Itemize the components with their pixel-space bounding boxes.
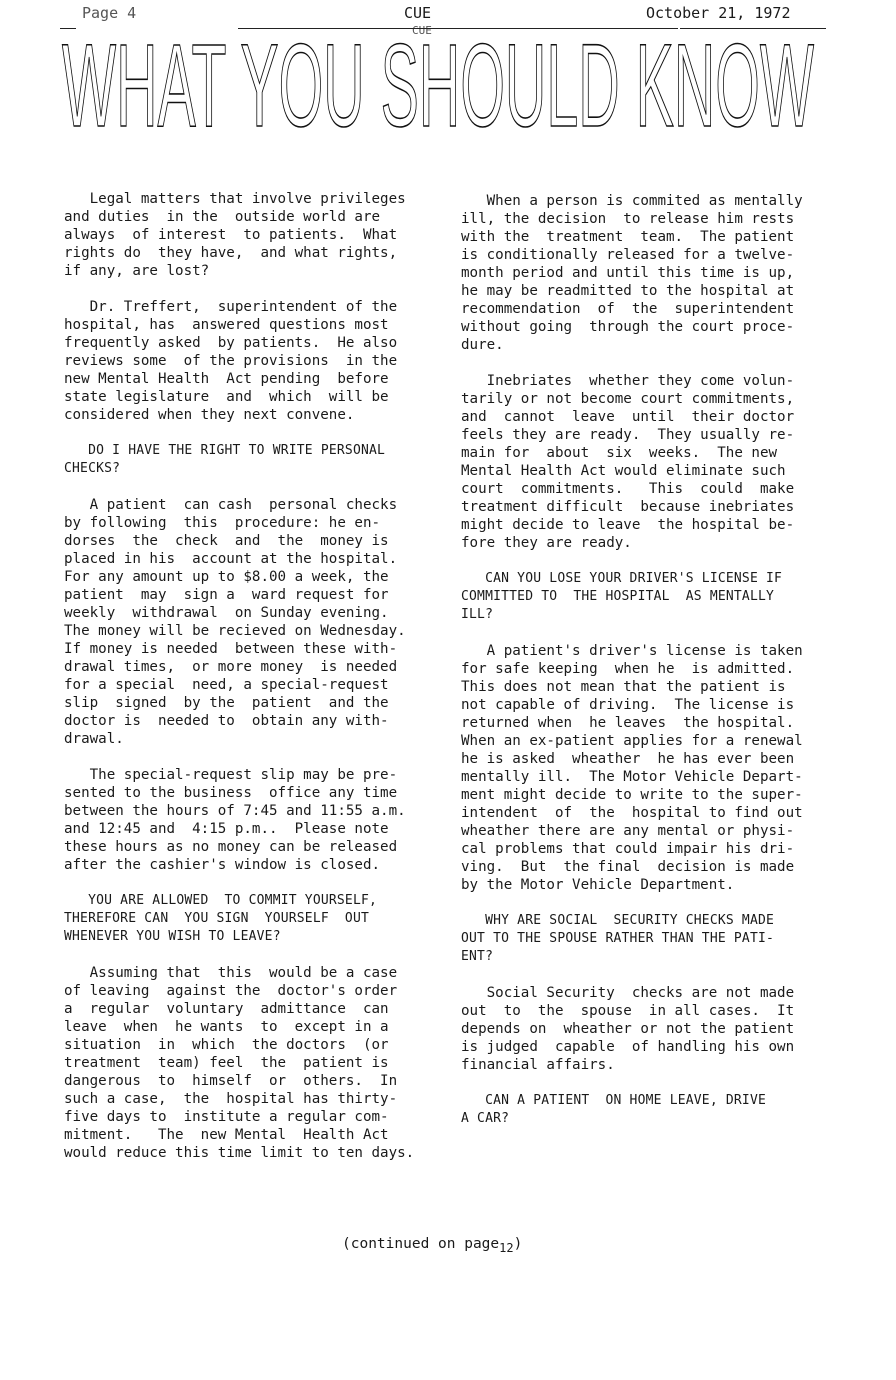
text-line: ment might decide to write to the super- <box>461 787 803 803</box>
question-heading <box>64 442 444 478</box>
text-line: fore they are ready. <box>461 535 632 551</box>
text-line: WHENEVER YOU WISH TO LEAVE? <box>64 929 281 944</box>
page-number-label: Page 4 <box>82 4 137 22</box>
text-line: For any amount up to $8.00 a week, the <box>64 569 389 585</box>
text-line: reviews some of the provisions in the <box>64 353 398 369</box>
text-line: is judged capable of handling his own <box>461 1039 795 1055</box>
paragraph <box>461 984 841 1074</box>
text-line: cal problems that could impair his dri- <box>461 841 795 857</box>
text-line: if any, are lost? <box>64 263 210 279</box>
text-line: COMMITTED TO THE HOSPITAL AS MENTALLY <box>461 589 775 604</box>
paragraph <box>64 298 444 424</box>
text-line: Social Security checks are not made <box>461 985 795 1001</box>
text-line: financial affairs. <box>461 1057 615 1073</box>
paragraph <box>461 192 841 354</box>
text-line: CAN YOU LOSE YOUR DRIVER'S LICENSE IF <box>461 571 783 586</box>
text-line: patient may sign a ward request for <box>64 587 389 603</box>
text-line: after the cashier's window is closed. <box>64 857 381 873</box>
text-line: out to the spouse in all cases. It <box>461 1003 795 1019</box>
text-line: When an ex-patient applies for a renewal <box>461 733 803 749</box>
text-line: OUT TO THE SPOUSE RATHER THAN THE PATI- <box>461 931 775 946</box>
text-line: dure. <box>461 337 504 353</box>
text-line: ving. But the final decision is made <box>461 859 795 875</box>
text-line: returned when he leaves the hospital. <box>461 715 795 731</box>
text-line: by the Motor Vehicle Department. <box>461 877 735 893</box>
header-rule-right <box>680 28 826 29</box>
text-line: for safe keeping when he is admitted. <box>461 661 795 677</box>
text-line: Assuming that this would be a case <box>64 965 398 981</box>
continuation-note <box>342 1236 522 1255</box>
text-line: dorses the check and the money is <box>64 533 389 549</box>
text-line: might decide to leave the hospital be- <box>461 517 795 533</box>
text-line: he is asked wheather he has ever been <box>461 751 795 767</box>
text-line: he may be readmitted to the hospital at <box>461 283 795 299</box>
text-line: drawal. <box>64 731 124 747</box>
text-line: and cannot leave until their doctor <box>461 409 795 425</box>
paragraph <box>461 642 841 894</box>
text-line: ENT? <box>461 949 494 964</box>
right-column <box>461 192 841 1146</box>
text-line: considered when they next convene. <box>64 407 355 423</box>
text-line: and duties in the outside world are <box>64 209 381 225</box>
text-line: frequently asked by patients. He also <box>64 335 398 351</box>
text-line: hospital, has answered questions most <box>64 317 389 333</box>
text-line: weekly withdrawal on Sunday evening. <box>64 605 389 621</box>
continuation-close: ) <box>513 1236 523 1252</box>
text-line: This does not mean that the patient is <box>461 679 786 695</box>
text-line: main for about six weeks. The new <box>461 445 778 461</box>
text-line: such a case, the hospital has thirty- <box>64 1091 398 1107</box>
text-line: THEREFORE CAN YOU SIGN YOURSELF OUT <box>64 911 370 926</box>
text-line: sented to the business office any time <box>64 785 398 801</box>
text-line: wheather there are any mental or physi- <box>461 823 795 839</box>
text-line: leave when he wants to except in a <box>64 1019 389 1035</box>
text-line: treatment team) feel the patient is <box>64 1055 389 1071</box>
continuation-page: 12 <box>499 1241 514 1255</box>
text-line: a regular voluntary admittance can <box>64 1001 389 1017</box>
text-line: drawal times, or more money is needed <box>64 659 398 675</box>
text-line: feels they are ready. They usually re- <box>461 427 795 443</box>
text-line: new Mental Health Act pending before <box>64 371 389 387</box>
text-line: with the treatment team. The patient <box>461 229 795 245</box>
text-line: and 12:45 and 4:15 p.m.. Please note <box>64 821 389 837</box>
paragraph <box>64 190 444 280</box>
text-line: Dr. Treffert, superintendent of the <box>64 299 398 315</box>
text-line: If money is needed between these with- <box>64 641 398 657</box>
text-line: treatment difficult because inebriates <box>461 499 795 515</box>
text-line: of leaving against the doctor's order <box>64 983 398 999</box>
header-rule-left <box>60 28 76 29</box>
text-line: tarily or not become court commitments, <box>461 391 795 407</box>
text-line: YOU ARE ALLOWED TO COMMIT YOURSELF, <box>64 893 378 908</box>
text-line: month period and until this time is up, <box>461 265 795 281</box>
text-line: intendent of the hospital to find out <box>461 805 803 821</box>
text-line: The money will be recieved on Wednesday. <box>64 623 406 639</box>
text-line: slip signed by the patient and the <box>64 695 389 711</box>
text-line: ill, the decision to release him rests <box>461 211 795 227</box>
publication-name: CUE <box>404 4 432 22</box>
issue-date: October 21, 1972 <box>646 4 791 22</box>
text-line: recommendation of the superintendent <box>461 301 795 317</box>
text-line: five days to institute a regular com- <box>64 1109 389 1125</box>
paragraph <box>461 372 841 552</box>
question-heading <box>461 1092 841 1128</box>
text-line: for a special need, a special-request <box>64 677 389 693</box>
text-line: DO I HAVE THE RIGHT TO WRITE PERSONAL <box>64 443 386 458</box>
text-line: depends on wheather or not the patient <box>461 1021 795 1037</box>
text-line: rights do they have, and what rights, <box>64 245 398 261</box>
question-heading <box>461 912 841 966</box>
text-line: dangerous to himself or others. In <box>64 1073 398 1089</box>
text-line: A CAR? <box>461 1111 510 1126</box>
text-line: without going through the court proce- <box>461 319 795 335</box>
text-line: is conditionally released for a twelve- <box>461 247 795 263</box>
text-line: CAN A PATIENT ON HOME LEAVE, DRIVE <box>461 1093 767 1108</box>
text-line: always of interest to patients. What <box>64 227 398 243</box>
question-heading <box>461 570 841 624</box>
continuation-text: (continued on page <box>342 1236 500 1252</box>
text-line: WHY ARE SOCIAL SECURITY CHECKS MADE <box>461 913 775 928</box>
text-line: situation in which the doctors (or <box>64 1037 389 1053</box>
left-column <box>64 190 444 1180</box>
text-line: court commitments. This could make <box>461 481 795 497</box>
question-heading <box>64 892 444 946</box>
paragraph <box>64 496 444 748</box>
header-rule-center <box>238 28 678 29</box>
text-line: Legal matters that involve privileges <box>64 191 406 207</box>
publication-name-echo: CUE <box>412 24 432 37</box>
text-line: these hours as no money can be released <box>64 839 398 855</box>
text-line: between the hours of 7:45 and 11:55 a.m. <box>64 803 406 819</box>
text-line: would reduce this time limit to ten days. <box>64 1145 415 1161</box>
text-line: mitment. The new Mental Health Act <box>64 1127 389 1143</box>
paragraph <box>64 964 444 1162</box>
text-line: The special-request slip may be pre- <box>64 767 398 783</box>
text-line: doctor is needed to obtain any with- <box>64 713 389 729</box>
text-line: When a person is commited as mentally <box>461 193 803 209</box>
text-line: A patient can cash personal checks <box>64 497 398 513</box>
paragraph <box>64 766 444 874</box>
text-line: placed in his account at the hospital. <box>64 551 398 567</box>
text-line: Mental Health Act would eliminate such <box>461 463 786 479</box>
text-line: by following this procedure: he en- <box>64 515 381 531</box>
text-line: mentally ill. The Motor Vehicle Depart- <box>461 769 803 785</box>
text-line: not capable of driving. The license is <box>461 697 795 713</box>
text-line: Inebriates whether they come volun- <box>461 373 795 389</box>
headline <box>58 36 818 136</box>
headline-text: WHAT YOU SHOULD KNOW <box>62 36 814 136</box>
text-line: A patient's driver's license is taken <box>461 643 803 659</box>
text-line: state legislature and which will be <box>64 389 389 405</box>
text-line: ILL? <box>461 607 494 622</box>
text-line: CHECKS? <box>64 461 121 476</box>
